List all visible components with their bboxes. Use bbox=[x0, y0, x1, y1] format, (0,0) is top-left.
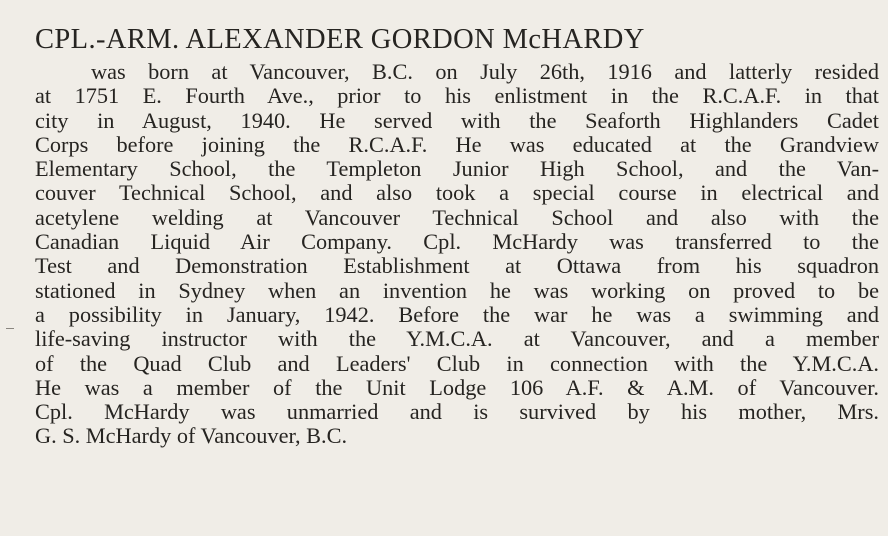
text-line: at 1751 E. Fourth Ave., prior to his enlistment in the R.C.A.F. in that bbox=[35, 83, 879, 109]
text-line: of the Quad Club and Leaders' Club in connection with the Y.M.C.A. bbox=[35, 350, 879, 376]
text-line: stationed in Sydney when an invention he was working on proved to be bbox=[35, 277, 879, 303]
text-line: Cpl. McHardy was unmarried and is survived by his mother, Mrs. bbox=[35, 399, 879, 425]
text-line: life-saving instructor with the Y.M.C.A. at Vancouver, and a member bbox=[35, 326, 879, 352]
text-line: acetylene welding at Vancouver Technical School and also with the bbox=[35, 204, 879, 230]
text-line: G. S. McHardy of Vancouver, B.C. bbox=[35, 423, 348, 449]
text-line: a possibility in January, 1942. Before the war he was a swimming and bbox=[35, 301, 879, 327]
text-line: couver Technical School, and also took a special course in electrical and bbox=[35, 180, 879, 206]
entry-body bbox=[35, 60, 879, 449]
text-line: He was a member of the Unit Lodge 106 A.F. & A.M. of Vancouver. bbox=[35, 374, 879, 400]
text-line: Canadian Liquid Air Company. Cpl. McHardy was transferred to the bbox=[35, 229, 879, 255]
text-line: Test and Demonstration Establishment at Ottawa from his squadron bbox=[35, 253, 879, 279]
text-line: city in August, 1940. He served with the Seaforth Highlanders Cadet bbox=[35, 107, 879, 133]
text-line: Elementary School, the Templeton Junior High School, and the Van- bbox=[35, 156, 879, 182]
entry-heading: CPL.-ARM. ALEXANDER GORDON McHARDY bbox=[35, 24, 645, 55]
text-line: Corps before joining the R.C.A.F. He was educated at the Grandview bbox=[35, 131, 879, 157]
margin-mark bbox=[6, 328, 14, 329]
text-line: was born at Vancouver, B.C. on July 26th, 1916 and latterly resided bbox=[91, 59, 879, 84]
